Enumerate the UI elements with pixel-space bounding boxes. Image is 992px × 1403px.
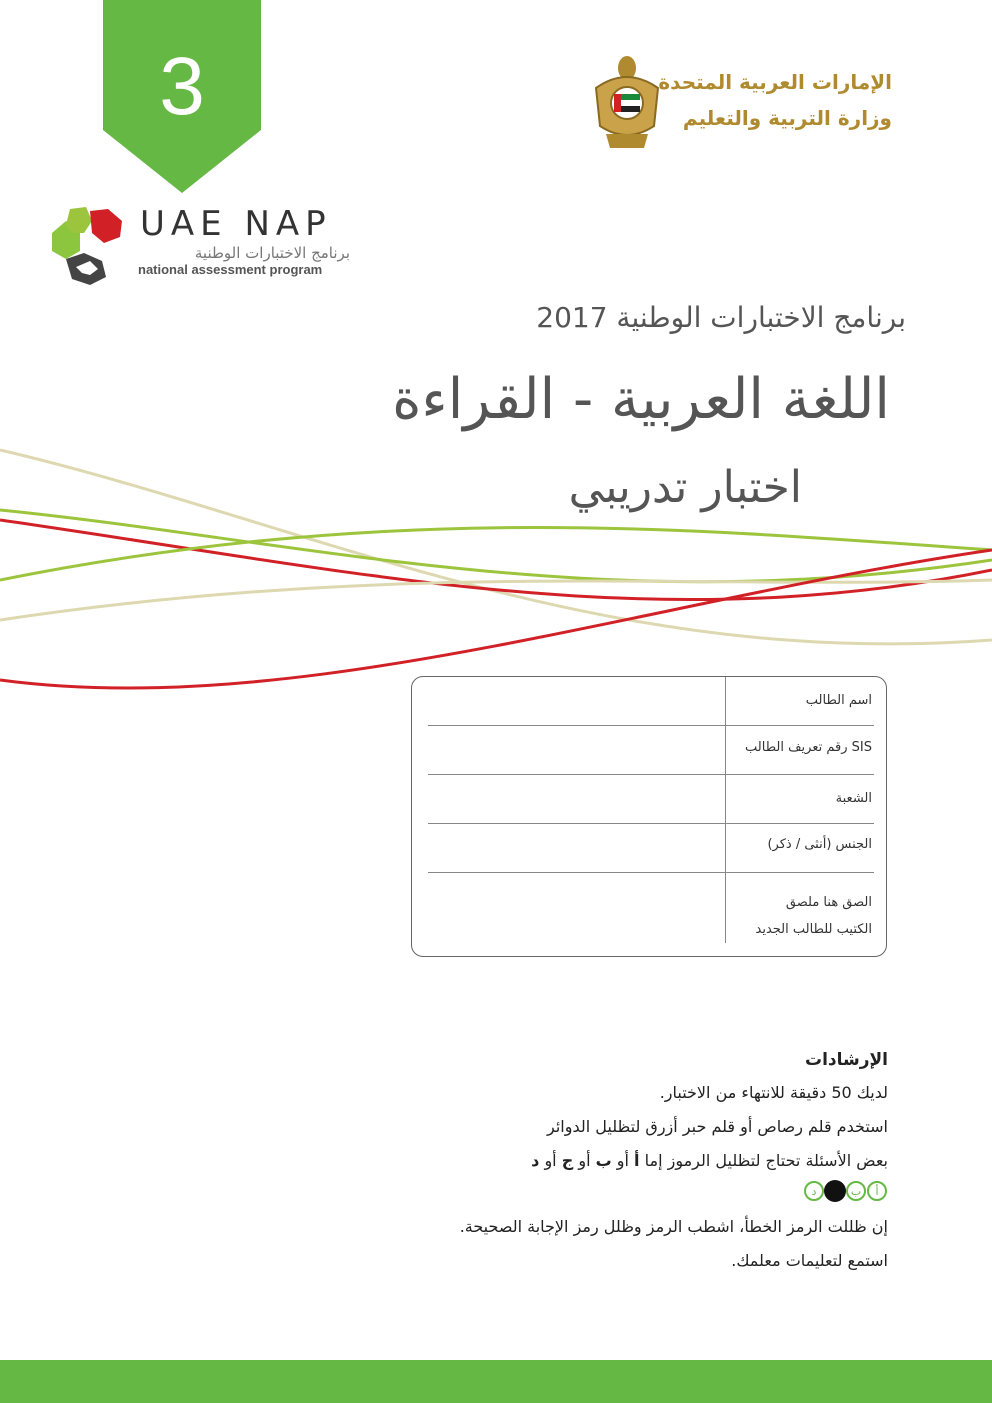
program-title: برنامج الاختبارات الوطنية 2017 [536,301,906,334]
student-sis-label: SIS رقم تعريف الطالب [745,740,872,755]
student-name-row[interactable] [428,677,874,726]
nap-brand [140,204,332,244]
nap-brand-nap: NAP [244,204,332,244]
sticker-label-line-1: الصق هنا ملصق [785,895,872,910]
instruction-pencil: استخدم قلم رصاص أو قلم حبر أزرق لتظليل الدوائر [547,1117,888,1136]
option-label: ج [561,1151,574,1170]
student-name-label: اسم الطالب [805,693,872,708]
instructions-heading: الإرشادات [804,1050,888,1070]
ministry-line-1: الإمارات العربية المتحدة [658,70,892,94]
row-divider [725,824,726,872]
student-gender-label: الجنس (أنثى / ذكر) [767,837,872,852]
student-section-row[interactable] [428,775,874,824]
grade-number: 3 [159,41,205,132]
nap-english-name: national assessment program [138,262,323,277]
student-section-label: الشعبة [835,791,872,806]
option-label: ب [595,1151,612,1170]
or-word: أو [578,1151,591,1170]
svg-text:ب: ب [850,1185,862,1198]
example-bubbles-icon [802,1178,888,1204]
nap-brand-uae: UAE [140,204,228,244]
option-label: أ [634,1151,640,1170]
sticker-label [727,889,872,943]
instructions-section [328,1044,888,1278]
or-word: أو [616,1151,629,1170]
test-type-title: اختبار تدريبي [568,462,802,513]
subject-title: اللغة العربية - القراءة [392,367,890,432]
instruction-listen: استمع لتعليمات معلمك. [731,1251,888,1270]
student-sis-row[interactable] [428,726,874,775]
option-label: د [531,1151,540,1170]
svg-text:أ: أ [875,1185,879,1198]
bottom-bar [0,1360,992,1403]
nap-arabic-name: برنامج الاختبارات الوطنية [194,244,350,262]
sticker-label-line-2: الكتيب للطالب الجديد [755,922,872,937]
row-divider [725,677,726,725]
decorative-waves [0,440,992,700]
ministry-name [658,64,892,136]
student-gender-row[interactable] [428,824,874,873]
ministry-line-2: وزارة التربية والتعليم [682,106,892,130]
sticker-row[interactable] [428,873,874,943]
instruction-correction: إن ظللت الرمز الخطأ، اشطب الرمز وظلل رمز الإجابة الصحيحة. [459,1217,888,1236]
row-divider [725,775,726,823]
row-divider [725,726,726,774]
instruction-options [328,1144,888,1178]
or-word: أو [544,1151,557,1170]
row-divider [725,873,726,943]
instruction-time: لديك 50 دقيقة للانتهاء من الاختبار. [659,1083,888,1102]
nap-logo-icon [46,203,136,285]
student-info-form [411,676,887,957]
uae-emblem-icon [592,48,662,152]
svg-text:د: د [811,1185,817,1198]
instruction-options-text: بعض الأسئلة تحتاج لتظليل الرموز إما [644,1151,888,1170]
example-bubbles [328,1178,888,1210]
